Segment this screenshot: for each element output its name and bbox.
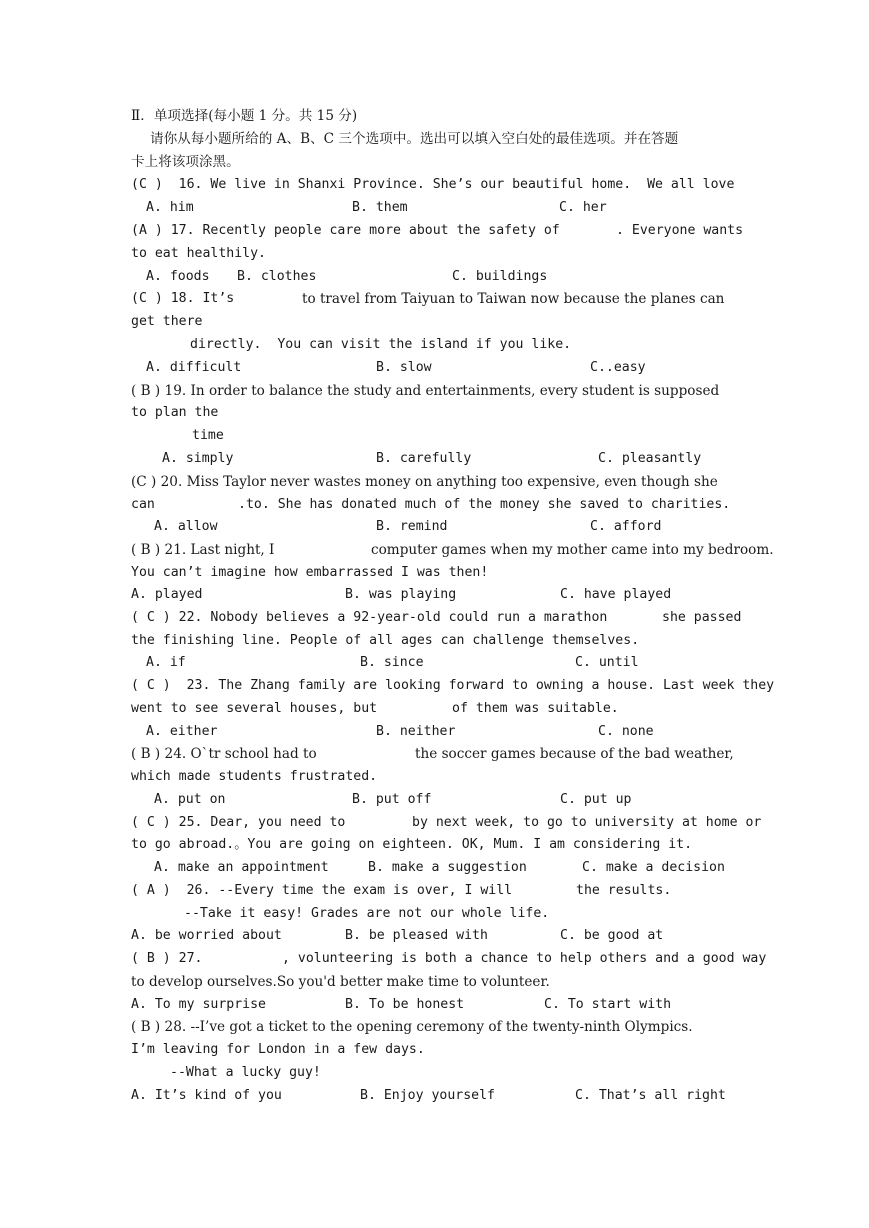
question-line: B. slow bbox=[376, 360, 432, 375]
question-line: C. To start with bbox=[544, 997, 672, 1012]
question-line: B. make a suggestion bbox=[368, 860, 527, 875]
question-line: B. Enjoy yourself bbox=[360, 1088, 495, 1103]
instruction-text: 请你从每小题所给的 A、B、C 三个选项中。选出可以填入空白处的最佳选项。并在答题 bbox=[150, 131, 679, 147]
question-line: B. To be honest bbox=[345, 997, 465, 1012]
question-line: B. was playing bbox=[345, 587, 457, 602]
question-line: A. difficult bbox=[146, 360, 242, 375]
question-line: B. clothes bbox=[237, 269, 317, 284]
question-line: B. them bbox=[352, 200, 408, 215]
question-line: (A ) 17. Recently people care more about the safety of bbox=[131, 223, 560, 238]
question-line: A. put on bbox=[154, 792, 226, 807]
question-line: C. put up bbox=[560, 792, 632, 807]
question-line: ( C ) 25. Dear, you need to bbox=[131, 815, 346, 830]
question-line: the finishing line. People of all ages can challenge themselves. bbox=[131, 633, 640, 648]
question-line: ( B ) 19. In order to balance the study and entertainments, every student is supposed bbox=[131, 383, 720, 399]
question-line: (C ) 18. It’s bbox=[131, 291, 235, 306]
question-line: computer games when my mother came into my bedroom. bbox=[371, 542, 774, 558]
question-line: A. if bbox=[146, 655, 186, 670]
question-line: You can’t imagine how embarrassed I was then! bbox=[131, 565, 489, 580]
question-line: time bbox=[192, 428, 224, 443]
question-line: C. her bbox=[559, 200, 607, 215]
question-line: ( C ) 22. Nobody believes a 92-year-old could run a marathon bbox=[131, 610, 608, 625]
question-line: ( C ) 23. The Zhang family are looking forward to owning a house. Last week they bbox=[131, 678, 775, 693]
question-line: ( B ) 27. bbox=[131, 951, 203, 966]
question-line: A. To my surprise bbox=[131, 997, 266, 1012]
question-line: I’m leaving for London in a few days. bbox=[131, 1042, 425, 1057]
question-line: (C ) 20. Miss Taylor never wastes money on anything too expensive, even though she bbox=[131, 474, 718, 490]
question-line: ( B ) 21. Last night, I bbox=[131, 542, 275, 558]
question-line: the results. bbox=[576, 883, 672, 898]
question-line: B. neither bbox=[376, 724, 456, 739]
question-line: A. foods bbox=[146, 269, 210, 284]
question-line: . Everyone wants bbox=[616, 223, 744, 238]
question-line: A. make an appointment bbox=[154, 860, 329, 875]
question-line: ( B ) 28. --I’ve got a ticket to the opening ceremony of the twenty-ninth Olympics. bbox=[131, 1019, 693, 1035]
instruction-text: 卡上将该项涂黑。 bbox=[131, 154, 240, 170]
question-line: A. allow bbox=[154, 519, 218, 534]
question-line: C. until bbox=[575, 655, 639, 670]
question-line: C. afford bbox=[590, 519, 662, 534]
question-line: C. buildings bbox=[452, 269, 548, 284]
question-line: --Take it easy! Grades are not our whole life. bbox=[184, 906, 550, 921]
question-line: can bbox=[131, 497, 155, 512]
question-line: C. pleasantly bbox=[598, 451, 702, 466]
question-line: A. played bbox=[131, 587, 203, 602]
question-line: .to. She has donated much of the money she saved to charities. bbox=[238, 497, 731, 512]
question-line: --What a lucky guy! bbox=[170, 1065, 321, 1080]
question-line: , volunteering is both a chance to help others and a good way bbox=[282, 951, 767, 966]
question-line: C. That’s all right bbox=[575, 1088, 726, 1103]
question-line: to go abroad.。You are going on eighteen. OK, Mum. I am considering it. bbox=[131, 837, 693, 852]
section-title: Ⅱ．单项选择(每小题 1 分。共 15 分) bbox=[131, 108, 358, 124]
question-line: A. him bbox=[146, 200, 194, 215]
question-line: went to see several houses, but bbox=[131, 701, 378, 716]
question-line: ( B ) 24. O`tr school had to bbox=[131, 746, 317, 762]
question-line: directly. You can visit the island if you like. bbox=[190, 337, 572, 352]
question-line: B. carefully bbox=[376, 451, 472, 466]
question-line: B. put off bbox=[352, 792, 432, 807]
question-line: B. remind bbox=[376, 519, 448, 534]
question-line: to develop ourselves.So you'd better make time to volunteer. bbox=[131, 974, 550, 990]
question-line: A. either bbox=[146, 724, 218, 739]
question-line: A. be worried about bbox=[131, 928, 282, 943]
question-line: C. none bbox=[598, 724, 654, 739]
question-line: C..easy bbox=[590, 360, 646, 375]
question-line: (C ) 16. We live in Shanxi Province. She’s our beautiful home. We all love bbox=[131, 177, 735, 192]
question-line: ( A ) 26. --Every time the exam is over, I will bbox=[131, 883, 513, 898]
question-line: of them was suitable. bbox=[452, 701, 619, 716]
question-line: to plan the bbox=[131, 405, 219, 420]
question-line: she passed bbox=[662, 610, 742, 625]
question-line: A. It’s kind of you bbox=[131, 1088, 282, 1103]
question-line: C. make a decision bbox=[582, 860, 725, 875]
question-line: C. be good at bbox=[560, 928, 664, 943]
question-line: to eat healthily. bbox=[131, 246, 266, 261]
question-line: A. simply bbox=[162, 451, 234, 466]
question-line: B. be pleased with bbox=[345, 928, 488, 943]
question-line: C. have played bbox=[560, 587, 672, 602]
question-line: by next week, to go to university at home or bbox=[412, 815, 762, 830]
question-line: get there bbox=[131, 314, 203, 329]
question-line: which made students frustrated. bbox=[131, 769, 378, 784]
question-line: the soccer games because of the bad weather, bbox=[415, 746, 734, 762]
question-line: to travel from Taiyuan to Taiwan now because the planes can bbox=[302, 291, 725, 307]
question-line: B. since bbox=[360, 655, 424, 670]
